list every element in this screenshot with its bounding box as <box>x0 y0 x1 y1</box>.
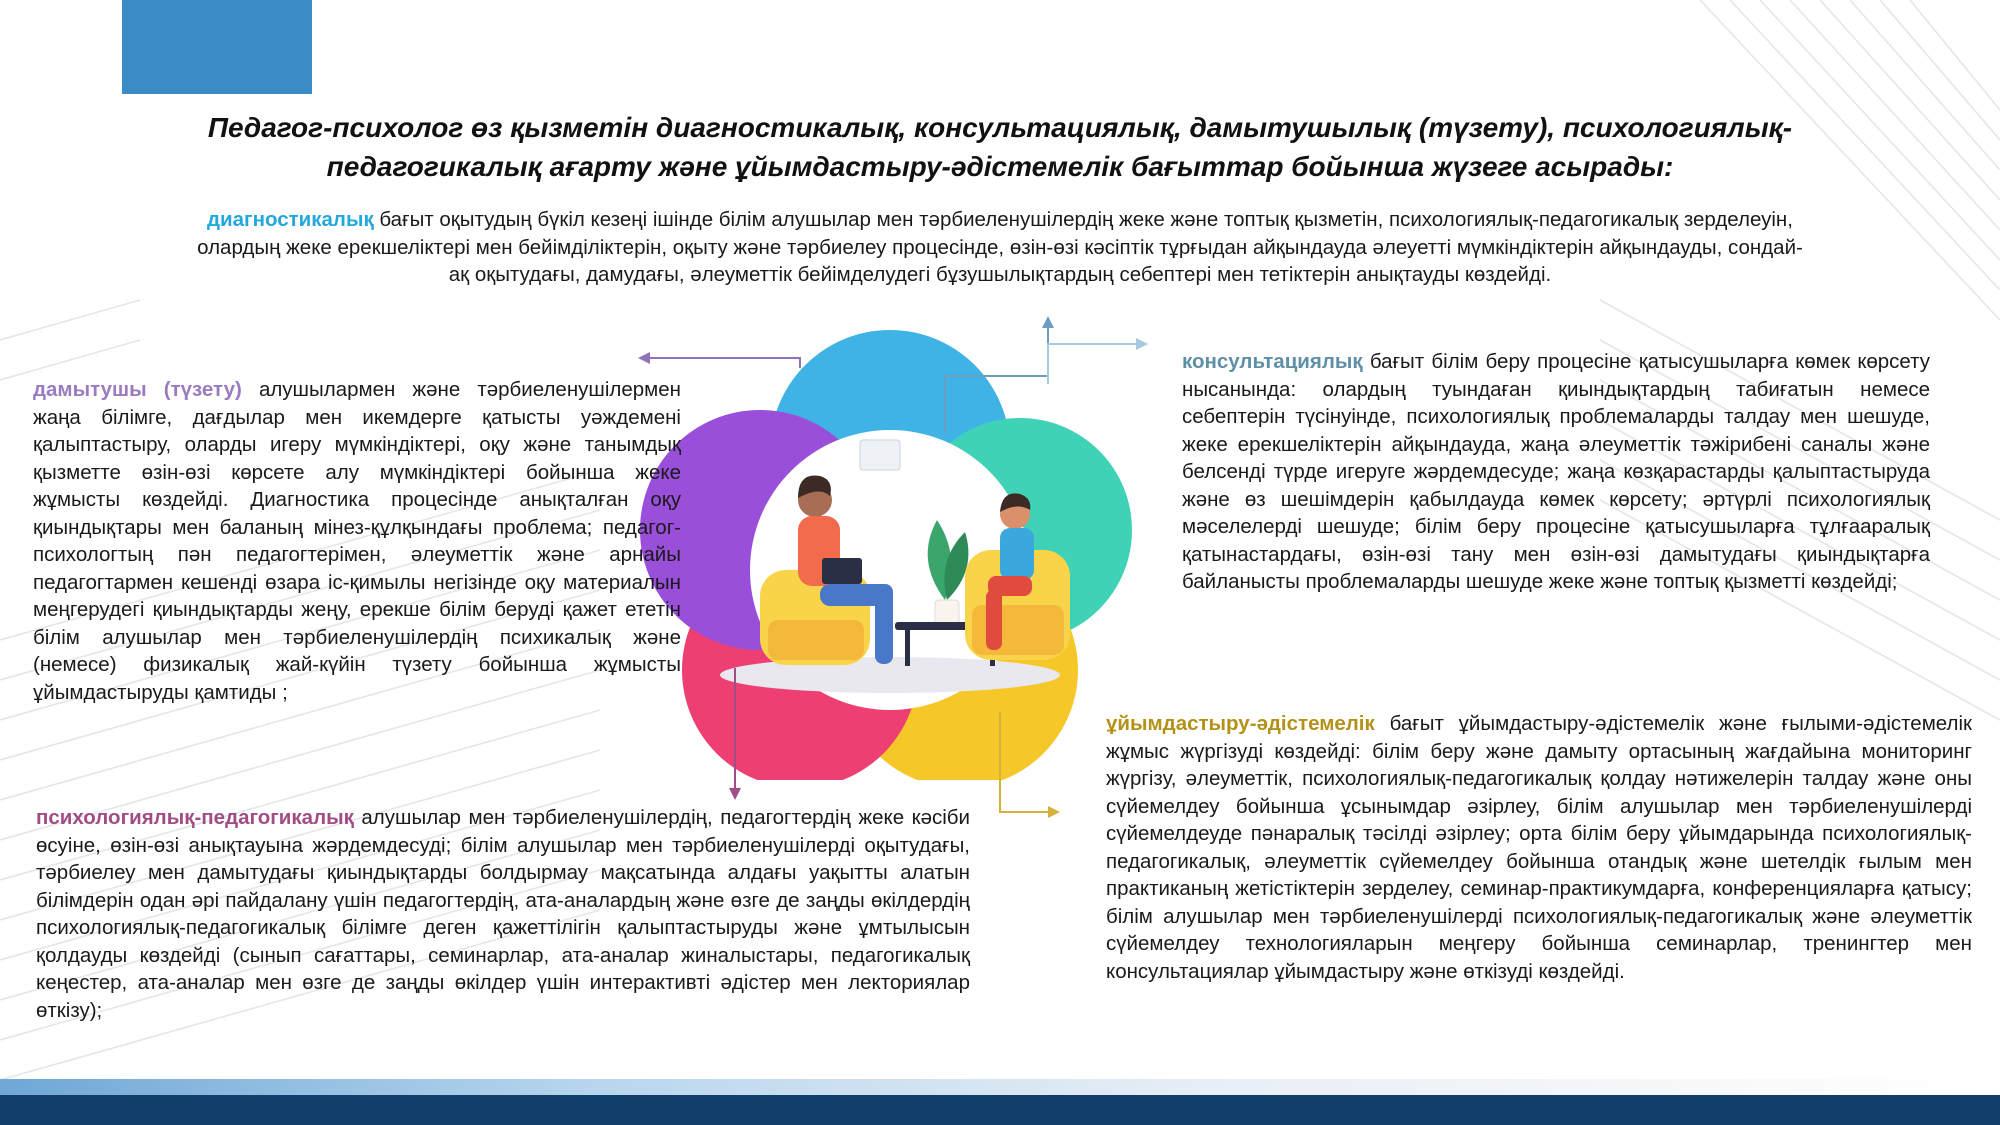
page-title: Педагог-психолог өз қызметін диагностикалық, консультациялық, дамытушылық (түзету), психологиялық-педагогикалық ағарту және ұйымдастыру-әдістемелік бағыттар бойынша жүзеге асырады: <box>207 112 1793 182</box>
developmental-section <box>33 376 681 706</box>
child-torso <box>1000 528 1034 580</box>
adult-shin <box>875 584 893 664</box>
child-shin <box>986 590 1002 650</box>
left-armchair-seat <box>768 620 864 660</box>
right-armchair-seat <box>972 605 1064 655</box>
organizational-keyword: ұйымдастыру-әдістемелік <box>1106 712 1375 735</box>
table-leg-left <box>905 630 910 666</box>
wall-frame <box>860 440 900 470</box>
bottom-band <box>0 1095 2000 1125</box>
counseling-illustration <box>620 300 1160 780</box>
consultative-keyword: консультациялық <box>1182 350 1363 373</box>
laptop <box>822 558 862 584</box>
psychoeducational-text: алушылар мен тәрбиеленушілердің, педагогтердің жеке кәсіби өсуіне, өзін-өзі анықтауына жәрдемдесуді; білім алушылар мен тәрбиеленушілерді оқытудағы, тәрбиелеу мен дамытудағы қиындықтарды болдырмау мақсатында алдағы уақытты алатын білімдерін одан әрі пайдалану үшін педагогтердің, ата-аналардың және өзге де заңды өкілдердің психологиялық-педагогикалық білімге деген қажеттілігін қалыптастыруды және ұмтылысын қолдауды көздейді (сынып сағаттары, семинарлар, ата-аналар жиналыстары, педагогикалық кеңестер, ата-аналар мен өзге де заңды өкілдер үшін интерактивті әдістер мен лекториялар өткізу); <box>36 806 970 1022</box>
diagnostic-text: бағыт оқытудың бүкіл кезеңі ішінде білім алушылар мен тәрбиеленушілердің жеке және топтық қызметін, психологиялық-педагогикалық зерделеуін, олардың жеке ерекшеліктері мен бейімділіктерін, оқыту және тәрбиелеу процесінде, өзін-өзі кәсіптік тұрғыдан айқындауда әлеуетті мүмкіндіктерін айқындауды, сондай-ақ оқытудағы, дамудағы, әлеуметтік бейімделудегі бұзушылықтардың себептері мен тетіктерін анықтауды көздейді. <box>197 208 1803 286</box>
floor-shadow <box>720 657 1060 693</box>
psychoeducational-section <box>36 804 970 1024</box>
top-accent-tab <box>122 0 312 94</box>
psychoeducational-keyword: психологиялық-педагогикалық <box>36 806 354 829</box>
developmental-text: алушылармен және тәрбиеленушілермен жаңа білімге, дағдылар мен икемдерге қатысты уәждемені қалыптастыру, оларды игеру мүмкіндіктері, оқу және танымдық қызметте өзін-өзі көрсете алу мүмкіндіктері бойынша жеке жұмысты көздейді. Диагностика процесінде анықталған оқу қиындықтары мен баланың мінез-құлқындағы проблема; педагог-психологтың пән педагогтерімен, әлеуметтік және арнайы педагогтармен кешенді өзара іс-қимылы негізінде оқу материалын меңгерудегі қиындықтарды жеңу, ерекше білім беруді қажет ететін білім алушылар мен тәрбиеленушілердің психикалық және (немесе) физикалық жай-күйін түзету бойынша жұмысты ұйымдастыруды қамтиды ; <box>33 378 681 704</box>
diagnostic-section <box>190 206 1810 289</box>
bottom-accent-stripe <box>0 1079 2000 1095</box>
consultative-text: бағыт білім беру процесіне қатысушыларға көмек көрсету нысанында: олардың туындаған қиындықтардың табиғатын немесе себептерін түсінуінде, психологиялық проблемаларды талдау мен шешуде, жеке ерекшеліктерін айқындауда, жаңа әлеуметтік тәжірибені саналы және белсенді түрде игеруге жәрдемдесуде; жаңа көзқарастарды қалыптастыруда және өз шешімдерін қабылдауда көмек көрсету; әртүрлі психологиялық мәселелерді шешуде; білім беру процесіне қатысушыларға тұлғааралық қатынастардағы, өзін-өзі тану мен өзін-өзі дамытудағы қиындықтарға байланысты проблемаларды шешуде жеке және топтық қызметті көздейді; <box>1182 350 1930 593</box>
diagnostic-keyword: диагностикалық <box>207 208 374 231</box>
consultative-section <box>1182 348 1930 596</box>
organizational-text: бағыт ұйымдастыру-әдістемелік және ғылыми-әдістемелік жұмыс жүргізуді көздейді: білім беру және дамыту ортасының жағдайына мониторинг жүргізу, әлеуметтік, психологиялық-педагогикалық қолдау нәтижелерін талдау және оны сүйемелдеу бойынша ұсынымдар әзірлеу, білім алушылар мен тәрбиеленушілерді сүйемелдеуде пәнаралық тәсілді әзірлеу; орта білім беру ұйымдарында психологиялық-педагогикалық, әлеуметтік сүйемелдеу бойынша отандық және шетелдік ғылым мен практиканың жетістіктерін зерделеу, семинар-практикумдарға, конференцияларға қатысу; білім алушылар мен тәрбиеленушілерді психологиялық-педагогикалық және әлеуметтік сүйемелдеу технологияларын меңгеру бойынша семинарлар, тренингтер мен консультациялар ұйымдастыру және өткізуді көздейді. <box>1106 712 1972 983</box>
organizational-section <box>1106 710 1972 985</box>
developmental-keyword: дамытушы (түзету) <box>33 378 242 401</box>
